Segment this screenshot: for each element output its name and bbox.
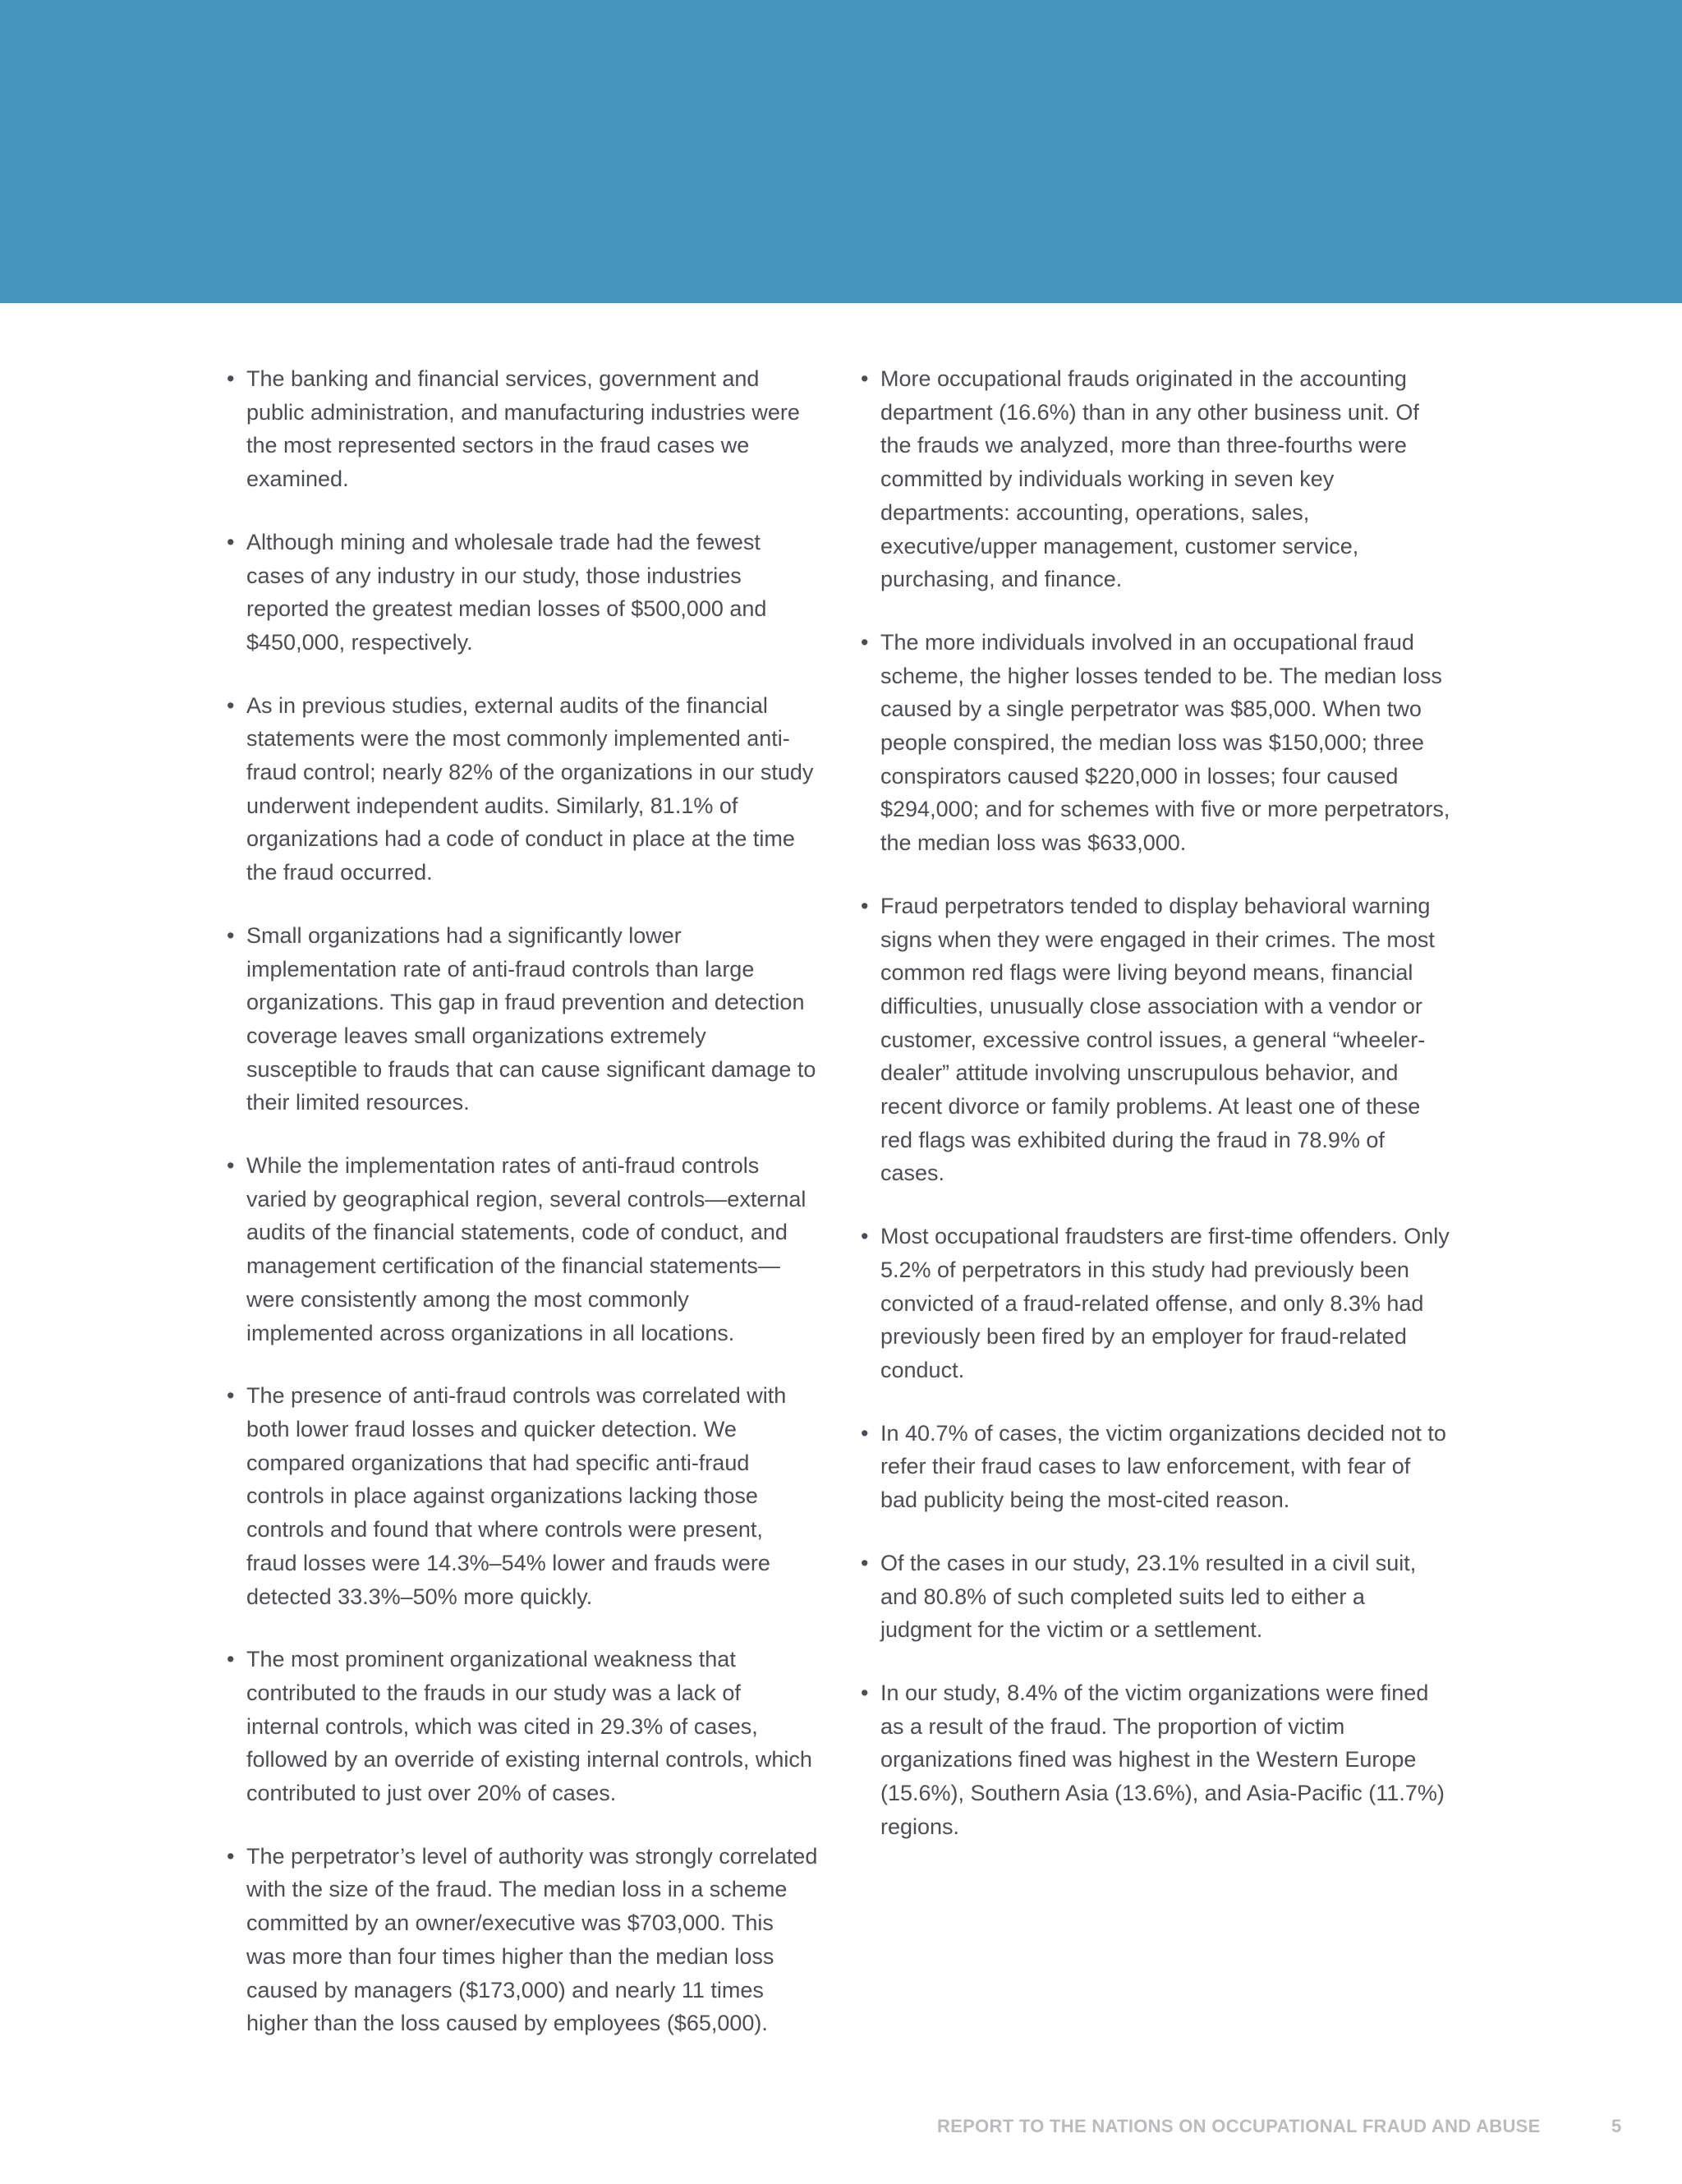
bullet-icon: • [227, 366, 235, 391]
list-item [227, 1840, 818, 2040]
list-item [227, 1379, 818, 1613]
list-item [861, 890, 1452, 1190]
bullet-icon: • [227, 922, 235, 948]
bullet-icon: • [227, 1383, 235, 1409]
bullet-text: As in previous studies, external audits of the financial statements were the most commonly implemented anti-fraud control; nearly 82% of the organizations in our study underwent independent audits. Similarly, 81.1% of organizations had a code of conduct in place at the time the fraud occurred. [246, 692, 814, 885]
bullet-icon: • [227, 1843, 235, 1869]
bullet-icon: • [227, 692, 235, 718]
bullet-icon: • [227, 1153, 235, 1179]
list-item [861, 626, 1452, 860]
bullet-text: While the implementation rates of anti-fraud controls varied by geographical region, several controls—external audits of the financial statements, code of conduct, and management certification of the financial statements—were consistently among the most commonly implemented across organizations in all locations. [246, 1153, 807, 1345]
list-item [861, 1676, 1452, 1844]
bullet-text: More occupational frauds originated in the accounting department (16.6%) than in any other business unit. Of the frauds we analyzed, more than three-fourths were committed by individuals working in seven key departments: accounting, operations, sales, executive/upper management, customer service, purchasing, and finance. [880, 366, 1419, 592]
list-item [861, 1417, 1452, 1517]
left-column [227, 362, 818, 2070]
bullet-text: The more individuals involved in an occupational fraud scheme, the higher losses tended to be. The median loss caused by a single perpetrator was $85,000. When two people conspired, the median loss was $150,000; three conspirators caused $220,000 in losses; four caused $294,000; and for schemes with five or more perpetrators, the median loss was $633,000. [880, 629, 1450, 856]
bullet-icon: • [227, 529, 235, 554]
list-item [227, 1643, 818, 1810]
left-bullet-list [227, 362, 818, 2040]
bullet-text: In our study, 8.4% of the victim organizations were fined as a result of the fraud. The proportion of victim organizations fined was highest in the Western Europe (15.6%), Southern Asia (13.6%), and Asia-Pacific (11.7%) regions. [880, 1680, 1445, 1839]
bullet-text: In 40.7% of cases, the victim organizations decided not to refer their fraud cases to law enforcement, with fear of bad publicity being the most-cited reason. [880, 1420, 1446, 1513]
page-number: 5 [1611, 2116, 1622, 2136]
right-column [861, 362, 1452, 1873]
bullet-icon: • [861, 1550, 869, 1575]
list-item [227, 689, 818, 890]
bullet-icon: • [861, 1680, 869, 1705]
bullet-icon: • [861, 893, 869, 918]
list-item [227, 919, 818, 1120]
bullet-text: Small organizations had a significantly lower implementation rate of anti-fraud controls than large organizations. This gap in fraud prevention and detection coverage leaves small organizations extremely susceptible to frauds that can cause significant damage to their limited resources. [246, 922, 816, 1115]
list-item [861, 1220, 1452, 1387]
bullet-icon: • [861, 1420, 869, 1446]
bullet-text: Of the cases in our study, 23.1% resulted in a civil suit, and 80.8% of such completed suits led to either a judgment for the victim or a settlement. [880, 1550, 1417, 1643]
bullet-text: The presence of anti-fraud controls was correlated with both lower fraud losses and quicker detection. We compared organizations that had specific anti-fraud controls in place against organizations lacking those controls and found that where controls were present, fraud losses were 14.3%–54% lower and frauds were detected 33.3%–50% more quickly. [246, 1383, 787, 1609]
bullet-icon: • [861, 366, 869, 391]
list-item [227, 362, 818, 496]
footer-report-title: REPORT TO THE NATIONS ON OCCUPATIONAL FRAUD AND ABUSE [937, 2116, 1541, 2136]
bullet-icon: • [861, 629, 869, 655]
bullet-text: Fraud perpetrators tended to display behavioral warning signs when they were engaged in their crimes. The most common red flags were living beyond means, financial difficulties, unusually close association with a vendor or customer, excessive control issues, a general “wheeler-dealer” attitude involving unscrupulous behavior, and recent divorce or family problems. At least one of these red flags was exhibited during the fraud in 78.9% of cases. [880, 893, 1435, 1186]
bullet-text: The banking and financial services, government and public administration, and manufacturing industries were the most represented sectors in the fraud cases we examined. [246, 366, 800, 492]
bullet-text: Most occupational fraudsters are first-time offenders. Only 5.2% of perpetrators in this study had previously been convicted of a fraud-related offense, and only 8.3% had previously been fired by an employer for fraud-related conduct. [880, 1224, 1450, 1382]
bullet-text: The most prominent organizational weakness that contributed to the frauds in our study was a lack of internal controls, which was cited in 29.3% of cases, followed by an override of existing internal controls, which contributed to just over 20% of cases. [246, 1647, 812, 1806]
bullet-text: The perpetrator’s level of authority was strongly correlated with the size of the fraud. The median loss in a scheme committed by an owner/executive was $703,000. This was more than four times higher than the median loss caused by managers ($173,000) and nearly 11 times higher than the loss caused by employees ($65,000). [246, 1843, 818, 2036]
list-item [861, 362, 1452, 596]
bullet-text: Although mining and wholesale trade had the fewest cases of any industry in our study, those industries reported the greatest median losses of $500,000 and $450,000, respectively. [246, 529, 767, 655]
list-item [227, 526, 818, 660]
list-item [227, 1149, 818, 1349]
bullet-icon: • [861, 1224, 869, 1249]
right-bullet-list [861, 362, 1452, 1843]
bullet-icon: • [227, 1647, 235, 1672]
header-color-band [0, 0, 1682, 303]
list-item [861, 1547, 1452, 1647]
